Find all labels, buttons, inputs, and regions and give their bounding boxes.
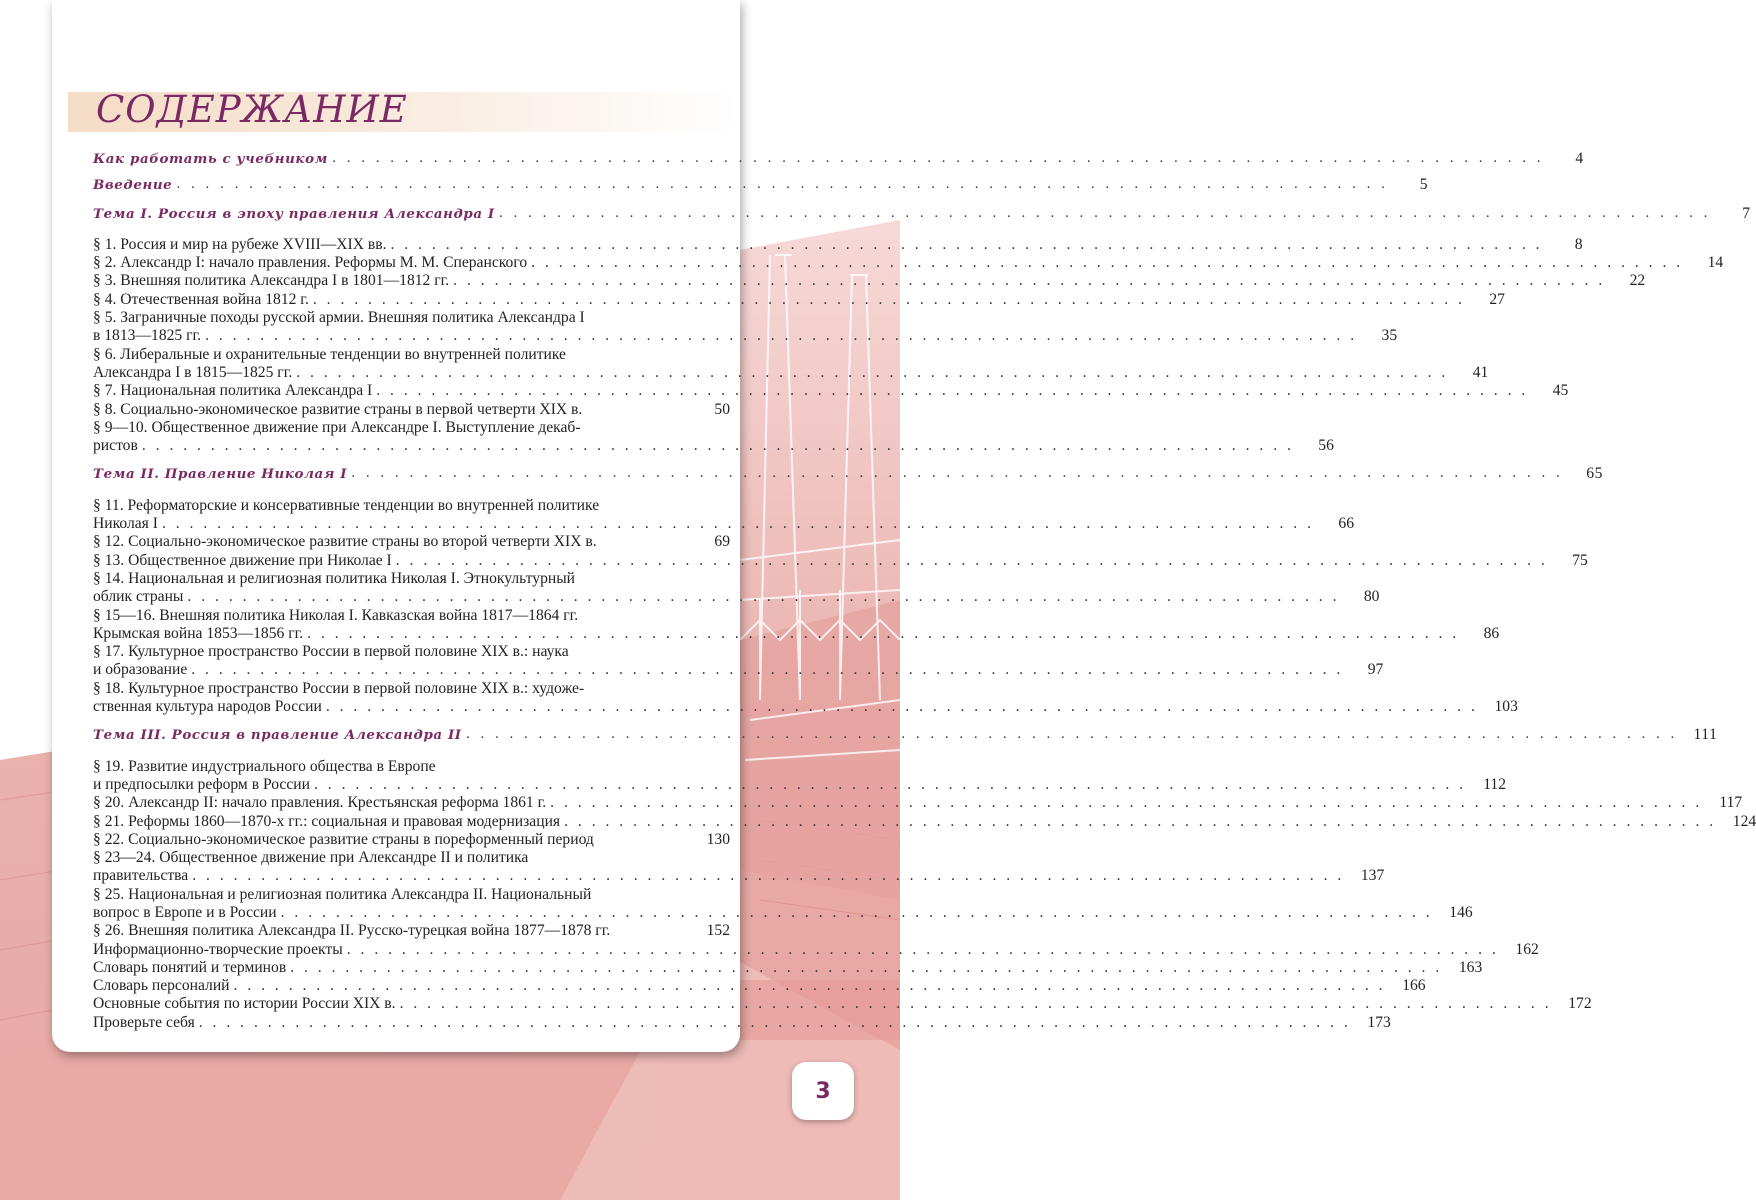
dot-leader: . . . . . . . . . . . . . . . . . . . . . . . . . . . . . . . . . . . . . . . . . . . . . . . . . . . . . . . . . . . . . . . . . . . . . . . . . . . . . . . . . . . . [312,290,1465,308]
dot-leader: . . . . . . . . . . . . . . . . . . . . . . . . . . . . . . . . . . . . . . . . . . . . . . . . . . . . . . . . . . . . . . . . . . . . . . . . . . . . . . . . . . . . [390,235,1543,253]
dot-leader: . . . . . . . . . . . . . . . . . . . . . . . . . . . . . . . . . . . . . . . . . . . . . . . . . . . . . . . . . . . . . . . . . . . . . . . . . . . . . . . . . . . . [564,812,1717,830]
toc-page-number: 41 [1472,363,1489,381]
toc-entry-text: правительства [93,867,189,885]
toc-entry-text: Введение [93,177,173,194]
toc-page-number: 69 [714,533,730,551]
toc-item-row[interactable] [93,643,1384,680]
toc-entry-text: § 4. Отечественная война 1812 г. [93,290,309,308]
toc-item-row[interactable] [93,831,730,849]
table-of-contents [93,150,1756,1032]
dot-leader: . . . . . . . . . . . . . . . . . . . . . . . . . . . . . . . . . . . . . . . . . . . . . . . . . . . . . . . . . . . . . . . . . . . . . . . . . . . . . . . . . . . . [296,363,1449,381]
toc-entry-text: § 7. Национальная политика Александра I [93,382,373,400]
toc-item-row[interactable] [93,533,730,551]
page-title: СОДЕРЖАНИЕ [96,88,408,131]
toc-page-number: 27 [1489,290,1505,308]
toc-item-row[interactable] [93,254,1724,272]
toc-item-row[interactable] [93,496,1354,534]
toc-entry-text: Словарь персоналий [93,977,230,995]
toc-entry-text: § 5. Заграничные походы русской армии. Внешняя политика Александра I [93,309,585,327]
dot-leader: . . . . . . . . . . . . . . . . . . . . . . . . . . . . . . . . . . . . . . . . . . . . . . . . . . . . . . . . . . . . . . . . . . . . . . . . . . . . . . . . . . . . [290,958,1443,976]
toc-entry-text: § 6. Либеральные и охранительные тенденции во внутренней политике [93,345,566,363]
toc-entry-text: Как работать с учебником [93,151,328,167]
toc-item-row[interactable] [93,977,1426,995]
toc-page-number: 75 [1572,551,1588,569]
toc-topic-row[interactable] [93,204,1751,223]
toc-entry-text: § 22. Социально-экономическое развитие страны в пореформенный период [93,830,594,848]
toc-item-row[interactable] [93,995,1592,1013]
dot-leader: . . . . . . . . . . . . . . . . . . . . . . . . . . . . . . . . . . . . . . . . . . . . . . . . . . . . . . . . . . . . . . . . . . . . . . . . . . . . . . . . . . . . [531,254,1684,272]
toc-page-number: 172 [1568,995,1592,1013]
toc-entry-text: § 3. Внешняя политика Александра I в 1801—1812 гг. [93,272,450,290]
toc-item-row[interactable] [93,849,1385,886]
toc-item-row[interactable] [93,345,1489,383]
toc-entry-text: Крымская война 1853—1856 гг. [93,624,304,642]
toc-page-number: 146 [1449,903,1473,921]
toc-entry-text: и образование [93,661,188,679]
toc-entry-text: § 14. Национальная и религиозная политика Николая I. Этнокультурный [93,569,576,587]
toc-entry-text: § 2. Александр I: начало правления. Реформы М. М. Сперанского [93,254,528,272]
toc-page-number: 112 [1483,775,1507,793]
toc-item-row[interactable] [93,401,730,419]
toc-page-number: 65 [1586,465,1603,483]
toc-item-row[interactable] [93,309,1398,346]
toc-entry-text: в 1813—1825 гг. [93,327,202,345]
dot-leader: . . . . . . . . . . . . . . . . . . . . . . . . . . . . . . . . . . . . . . . . . . . . . . . . . . . . . . . . . . . . . . . . . . . . . . . . . . . . . . . . . . . . [376,382,1529,400]
toc-entry-text: § 11. Реформаторские и консервативные тенденции во внутренней политике [93,496,600,514]
dot-leader: . . . . . . . . . . . . . . . . . . . . . . . . . . . . . . . . . . . . . . . . . . . . . . . . . . . . . . . . . . . . . . . . . . . . . . . . . . . . . . . . . . . . [233,977,1386,995]
toc-page-number: 173 [1367,1013,1391,1031]
toc-entry-text: и предпосылки реформ в России [93,775,310,793]
dot-leader: . . . . . . . . . . . . . . . . . . . . . . . . . . . . . . . . . . . . . . . . . . . . . . . . . . . . . . . . . . . . . . . . . . . . . . . . . . . . . . . . . . . . [498,205,1711,221]
dot-leader: . . . . . . . . . . . . . . . . . . . . . . . . . . . . . . . . . . . . . . . . . . . . . . . . . . . . . . . . . . . . . . . . . . . . . . . . . . . . . . . . . . . . [187,588,1340,606]
toc-entry-text: Александра I в 1815—1825 гг. [93,363,293,381]
toc-page-number: 86 [1483,624,1500,642]
toc-page-number: 56 [1318,437,1334,455]
toc-item-row[interactable] [93,1013,1391,1032]
toc-entry-text: Словарь понятий и терминов [93,958,287,976]
toc-item-row[interactable] [93,551,1588,570]
toc-entry-text: облик страны [93,588,184,606]
toc-entry-text: § 19. Развитие индустриального общества в Европе [93,757,436,775]
toc-item-row[interactable] [93,812,1756,831]
toc-page-number: 14 [1707,254,1724,272]
toc-page-number: 111 [1693,726,1718,744]
toc-item-row[interactable] [93,958,1483,977]
dot-leader: . . . . . . . . . . . . . . . . . . . . . . . . . . . . . . . . . . . . . . . . . . . . . . . . . . . . . . . . . . . . . . . . . . . . . . . . . . . . . . . . . . . . [351,466,1563,482]
toc-entry-text: Информационно-творческие проекты [93,940,343,958]
toc-page-number: 4 [1575,150,1584,167]
toc-page-number: 8 [1574,235,1583,253]
toc-entry-text: § 13. Общественное движение при Николае I [93,551,392,569]
toc-entry-text: вопрос в Европе и в России [93,903,277,921]
toc-item-row[interactable] [93,794,1743,812]
page-number: 3 [815,1078,831,1104]
toc-page-number: 130 [706,830,730,848]
toc-page-number: 35 [1381,327,1398,345]
toc-item-row[interactable] [93,418,1334,456]
dot-leader: . . . . . . . . . . . . . . . . . . . . . . . . . . . . . . . . . . . . . . . . . . . . . . . . . . . . . . . . . . . . . . . . . . . . . . . . . . . . . . . . . . . . [307,624,1460,642]
toc-entry-text: § 12. Социально-экономическое развитие страны во второй четверти XIX в. [93,533,597,551]
dot-leader: . . . . . . . . . . . . . . . . . . . . . . . . . . . . . . . . . . . . . . . . . . . . . . . . . . . . . . . . . . . . . . . . . . . . . . . . . . . . . . . . . . . . [465,727,1678,743]
toc-entry-text: Проверьте себя [93,1013,195,1031]
toc-item-row[interactable] [93,606,1500,644]
toc-page-number: 45 [1552,382,1569,400]
toc-topic-row[interactable] [93,726,1718,744]
toc-page-number: 117 [1719,794,1743,812]
toc-item-row[interactable] [93,922,730,940]
toc-entry-text: ственная культура народов России [93,698,322,716]
toc-page-number: 152 [706,922,730,940]
toc-item-row[interactable] [93,757,1507,795]
toc-page-number: 103 [1494,698,1518,716]
toc-entry-text: § 8. Социально-экономическое развитие страны в первой четверти XIX в. [93,400,583,418]
toc-entry-text: Основные события по истории России XIX в. [93,995,396,1013]
toc-item-row[interactable] [93,235,1583,254]
toc-entry-text: Тема II. Правление Николая I [93,466,348,483]
toc-entry-text: § 21. Реформы 1860—1870-х гг.: социальная и правовая модернизация [93,812,561,830]
dot-leader: . . . . . . . . . . . . . . . . . . . . . . . . . . . . . . . . . . . . . . . . . . . . . . . . . . . . . . . . . . . . . . . . . . . . . . . . . . . . . . . . . . . . [280,903,1433,921]
toc-page-number: 162 [1515,940,1539,958]
toc-page-number: 66 [1338,515,1354,533]
toc-page-number: 137 [1360,867,1385,885]
toc-item-row[interactable] [93,885,1473,923]
toc-entry-text: § 15—16. Внешняя политика Николая I. Кавказская война 1817—1864 гг. [93,606,579,624]
dot-leader: . . . . . . . . . . . . . . . . . . . . . . . . . . . . . . . . . . . . . . . . . . . . . . . . . . . . . . . . . . . . . . . . . . . . . . . . . . . . . . . . . . . . [346,940,1499,958]
dot-leader: . . . . . . . . . . . . . . . . . . . . . . . . . . . . . . . . . . . . . . . . . . . . . . . . . . . . . . . . . . . . . . . . . . . . . . . . . . . . . . . . . . . . [205,327,1358,345]
toc-item-row[interactable] [93,679,1518,717]
dot-leader: . . . . . . . . . . . . . . . . . . . . . . . . . . . . . . . . . . . . . . . . . . . . . . . . . . . . . . . . . . . . . . . . . . . . . . . . . . . . . . . . . . . . [453,272,1606,290]
toc-item-row[interactable] [93,569,1380,607]
toc-page-number: 124 [1732,812,1756,830]
dot-leader: . . . . . . . . . . . . . . . . . . . . . . . . . . . . . . . . . . . . . . . . . . . . . . . . . . . . . . . . . . . . . . . . . . . . . . . . . . . . . . . . . . . . [550,794,1703,812]
dot-leader: . . . . . . . . . . . . . . . . . . . . . . . . . . . . . . . . . . . . . . . . . . . . . . . . . . . . . . . . . . . . . . . . . . . . . . . . . . . . . . . . . . . . [325,698,1478,716]
dot-leader: . . . . . . . . . . . . . . . . . . . . . . . . . . . . . . . . . . . . . . . . . . . . . . . . . . . . . . . . . . . . . . . . . . . . . . . . . . . . . . . . . . . . [198,1013,1351,1031]
toc-item-row[interactable] [93,940,1539,959]
toc-entry-text: § 1. Россия и мир на рубеже XVIII—XIX вв. [93,235,387,253]
dot-leader: . . . . . . . . . . . . . . . . . . . . . . . . . . . . . . . . . . . . . . . . . . . . . . . . . . . . . . . . . . . . . . . . . . . . . . . . . . . . . . . . . . . . [395,551,1548,569]
dot-leader: . . . . . . . . . . . . . . . . . . . . . . . . . . . . . . . . . . . . . . . . . . . . . . . . . . . . . . . . . . . . . . . . . . . . . . . . . . . . . . . . . . . . [191,661,1344,679]
dot-leader: . . . . . . . . . . . . . . . . . . . . . . . . . . . . . . . . . . . . . . . . . . . . . . . . . . . . . . . . . . . . . . . . . . . . . . . . . . . . . . . . . . . . [141,437,1294,455]
toc-item-row[interactable] [93,290,1505,309]
toc-entry-text: Тема III. Россия в правление Александра II [93,727,462,744]
toc-page-number: 97 [1367,661,1384,679]
dot-leader: . . . . . . . . . . . . . . . . . . . . . . . . . . . . . . . . . . . . . . . . . . . . . . . . . . . . . . . . . . . . . . . . . . . . . . . . . . . . . . . . . . . . [176,177,1389,193]
toc-entry-text: § 20. Александр II: начало правления. Крестьянская реформа 1861 г. [93,794,547,812]
toc-topic-row[interactable] [93,176,1429,194]
toc-item-row[interactable] [93,382,1569,400]
dot-leader: . . . . . . . . . . . . . . . . . . . . . . . . . . . . . . . . . . . . . . . . . . . . . . . . . . . . . . . . . . . . . . . . . . . . . . . . . . . . . . . . . . . . [399,995,1552,1013]
toc-item-row[interactable] [93,272,1646,290]
page-number-badge [792,1062,854,1120]
toc-page-number: 50 [714,400,730,418]
toc-page-number: 7 [1742,204,1751,222]
toc-entry-text: § 23—24. Общественное движение при Александре II и политика [93,849,529,867]
toc-entry-text: § 9—10. Общественное движение при Александре I. Выступление декаб- [93,418,581,436]
toc-entry-text: Тема I. Россия в эпоху правления Александра I [93,205,495,222]
dot-leader: . . . . . . . . . . . . . . . . . . . . . . . . . . . . . . . . . . . . . . . . . . . . . . . . . . . . . . . . . . . . . . . . . . . . . . . . . . . . . . . . . . . . [161,515,1314,533]
toc-page-number: 163 [1458,958,1483,976]
dot-leader: . . . . . . . . . . . . . . . . . . . . . . . . . . . . . . . . . . . . . . . . . . . . . . . . . . . . . . . . . . . . . . . . . . . . . . . . . . . . . . . . . . . . [331,151,1544,166]
toc-page-number: 166 [1402,977,1426,995]
dot-leader: . . . . . . . . . . . . . . . . . . . . . . . . . . . . . . . . . . . . . . . . . . . . . . . . . . . . . . . . . . . . . . . . . . . . . . . . . . . . . . . . . . . . [192,867,1345,885]
toc-topic-row[interactable] [93,465,1603,483]
toc-page-number: 80 [1363,588,1380,606]
toc-entry-text: § 25. Национальная и религиозная политика Александра II. Национальный [93,885,592,903]
toc-entry-text: § 17. Культурное пространство России в первой половине XIX в.: наука [93,643,569,661]
dot-leader: . . . . . . . . . . . . . . . . . . . . . . . . . . . . . . . . . . . . . . . . . . . . . . . . . . . . . . . . . . . . . . . . . . . . . . . . . . . . . . . . . . . . [313,775,1467,793]
toc-topic-row[interactable] [93,150,1584,168]
toc-page-number: 22 [1629,272,1646,290]
toc-entry-text: ристов [93,437,138,455]
toc-entry-text: § 26. Внешняя политика Александра II. Русско-турецкая война 1877—1878 гг. [93,922,611,940]
toc-entry-text: § 18. Культурное пространство России в первой половине XIX в.: художе- [93,679,585,697]
toc-entry-text: Николая I [93,515,158,533]
toc-page-number: 5 [1419,176,1429,194]
